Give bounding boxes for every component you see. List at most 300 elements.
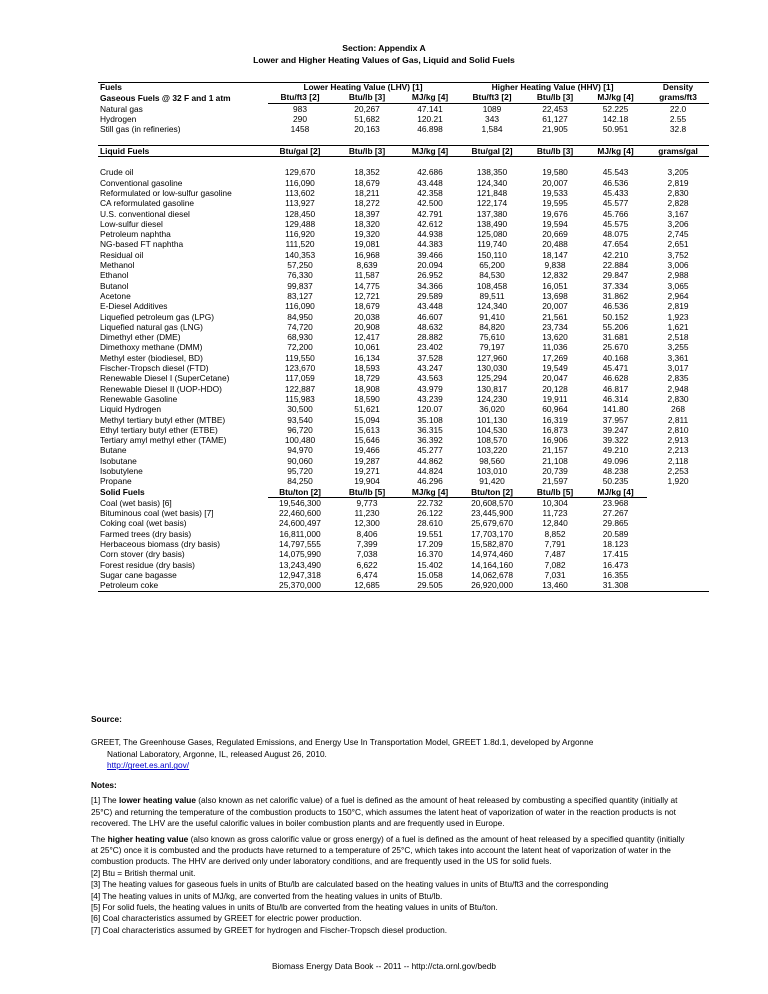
gas-section-label: Gaseous Fuels @ 32 F and 1 atm: [100, 92, 231, 103]
value-cell: 101,130: [476, 414, 508, 425]
gap-cell: [584, 157, 647, 168]
value-cell: 24,600,497: [279, 518, 321, 529]
value-cell: 52.225: [602, 103, 629, 114]
value-cell: 127,960: [476, 352, 508, 363]
value-cell: 2,811: [667, 414, 689, 425]
value-cell: 343: [485, 113, 500, 124]
value-cell: 15.402: [417, 559, 443, 570]
value-cell: 44.862: [417, 455, 443, 466]
value-cell: 130,817: [476, 383, 508, 394]
value-cell: 3,065: [667, 280, 689, 291]
empty-cell: [647, 518, 709, 528]
fuel-name: Liquid Hydrogen: [100, 404, 161, 415]
value-cell: 2,819: [667, 301, 689, 312]
value-cell: 17,269: [542, 352, 568, 363]
empty-cell: [647, 560, 709, 570]
value-cell: 46.314: [602, 393, 629, 404]
value-cell: 1,621: [667, 321, 689, 332]
table-row: [98, 580, 709, 591]
value-cell: 19,580: [542, 167, 568, 178]
value-cell: 16,968: [354, 249, 380, 260]
table-row: [98, 549, 709, 559]
value-cell: 21,905: [542, 124, 568, 135]
value-cell: 19,595: [542, 198, 568, 209]
unit-header: Btu/gal [2]: [268, 145, 332, 156]
fuel-name: Petroleum coke: [98, 580, 268, 591]
value-cell: 43.979: [417, 383, 443, 394]
header-row: [98, 82, 709, 92]
value-cell: 122,887: [284, 383, 316, 394]
value-cell: 3,205: [667, 167, 689, 178]
fuel-name: Butane: [100, 445, 127, 456]
value-cell: 51,682: [354, 113, 380, 124]
table-row: [98, 415, 709, 425]
table-row: [98, 188, 709, 198]
value-cell: 48.632: [417, 321, 443, 332]
fuel-name: Corn stover (dry basis): [100, 549, 185, 560]
fuel-name: Hydrogen: [100, 113, 137, 124]
value-cell: 18,397: [354, 208, 380, 219]
value-cell: 19,466: [354, 445, 380, 456]
table-row: [98, 209, 709, 219]
fuel-name: Conventional gasoline: [100, 177, 183, 188]
value-cell: 44.824: [417, 465, 443, 476]
fuel-name: Coal (wet basis) [6]: [100, 497, 172, 508]
fuel-name: CA reformulated gasoline: [100, 198, 195, 209]
value-cell: 22.732: [417, 497, 443, 508]
value-cell: 26.122: [417, 508, 443, 519]
value-cell: 2,213: [667, 445, 689, 456]
value-cell: 42.791: [417, 208, 443, 219]
value-cell: 91,420: [479, 476, 505, 487]
value-cell: 32.8: [669, 124, 687, 135]
source-section: [91, 714, 691, 772]
value-cell: 49.096: [602, 455, 629, 466]
value-cell: 142.18: [602, 113, 629, 124]
value-cell: 2,988: [667, 270, 689, 281]
value-cell: 34.366: [417, 280, 443, 291]
unit-header: MJ/kg [4]: [402, 487, 458, 498]
value-cell: 2,830: [667, 393, 689, 404]
value-cell: 30,500: [287, 404, 313, 415]
fuel-name: Renewable Gasoline: [100, 393, 178, 404]
value-cell: 42.686: [417, 167, 443, 178]
value-cell: 60,964: [542, 404, 568, 415]
value-cell: 2,810: [667, 424, 689, 435]
value-cell: 47.654: [602, 239, 629, 250]
value-cell: 45.543: [602, 167, 629, 178]
value-cell: 18,679: [354, 301, 380, 312]
value-cell: 7,791: [544, 539, 566, 550]
note-1-term: lower heating value: [118, 795, 196, 806]
value-cell: 108,458: [476, 280, 508, 291]
empty-cell: [647, 539, 709, 549]
table-row: [98, 260, 709, 270]
value-cell: 1,584: [481, 124, 503, 135]
section-label: Section: Appendix A: [342, 43, 426, 53]
value-cell: 7,038: [356, 549, 378, 560]
value-cell: 45.766: [602, 208, 629, 219]
value-cell: 43.239: [417, 393, 443, 404]
unit-header: Btu/ft3 [2]: [458, 92, 526, 103]
value-cell: 19,904: [354, 476, 380, 487]
value-cell: 12,840: [542, 518, 568, 529]
fuel-name: Bituminous coal (wet basis) [7]: [100, 508, 214, 519]
value-cell: 14,797,555: [279, 539, 321, 550]
value-cell: 12,832: [542, 270, 568, 281]
value-cell: 8,639: [356, 260, 378, 271]
unit-header: MJ/kg [4]: [584, 92, 647, 103]
value-cell: 45.433: [602, 187, 629, 198]
value-cell: 75,610: [479, 332, 505, 343]
table-row: [98, 539, 709, 549]
value-cell: 22.884: [602, 260, 629, 271]
value-cell: 25.670: [602, 342, 629, 353]
value-cell: 14,075,990: [279, 549, 321, 560]
value-cell: 2,913: [667, 435, 689, 446]
value-cell: 45.577: [602, 198, 629, 209]
value-cell: 25,370,000: [268, 580, 332, 591]
value-cell: 3,167: [667, 208, 689, 219]
fuel-name: Acetone: [100, 290, 131, 301]
value-cell: 104,530: [476, 424, 508, 435]
value-cell: 7,487: [544, 549, 566, 560]
value-cell: 2,964: [667, 290, 689, 301]
fuel-name: Still gas (in refineries): [100, 124, 181, 135]
value-cell: 46.817: [602, 383, 629, 394]
value-cell: 18,729: [354, 373, 380, 384]
lhv-header: Lower Heating Value (LHV) [1]: [303, 82, 423, 92]
table-row: [98, 103, 709, 114]
value-cell: 90,060: [287, 455, 313, 466]
value-cell: 2,651: [667, 239, 689, 250]
table-row: [98, 476, 709, 486]
value-cell: 13,698: [542, 290, 568, 301]
value-cell: 2,835: [667, 373, 689, 384]
value-cell: 14,775: [354, 280, 380, 291]
value-cell: 1,920: [667, 476, 689, 487]
notes-label: Notes:: [91, 780, 117, 790]
gap-cell: [526, 134, 584, 145]
value-cell: 12,685: [332, 580, 402, 591]
value-cell: 48.238: [602, 465, 629, 476]
value-cell: 116,090: [285, 177, 315, 188]
value-cell: 18,320: [354, 218, 380, 229]
value-cell: 7,082: [544, 559, 566, 570]
value-cell: 120.21: [417, 113, 443, 124]
table-row: [98, 518, 709, 528]
table-row: [98, 570, 709, 580]
value-cell: 124,230: [476, 393, 508, 404]
value-cell: 2,830: [667, 187, 689, 198]
value-cell: 20,047: [542, 373, 568, 384]
fuel-name: NG-based FT naphtha: [100, 239, 184, 250]
value-cell: 16,873: [542, 424, 568, 435]
value-cell: 23.402: [417, 342, 443, 353]
empty-cell: [647, 570, 709, 580]
empty-cell: [647, 580, 709, 591]
table-row: [98, 342, 709, 352]
value-cell: 12,721: [354, 290, 380, 301]
source-link[interactable]: http://greet.es.anl.gov/: [107, 760, 190, 771]
empty-cell: [647, 497, 709, 508]
unit-header: Btu/ft3 [2]: [268, 92, 332, 103]
value-cell: 123,670: [284, 363, 316, 374]
value-cell: 14,164,160: [471, 559, 513, 570]
empty-cell: [647, 529, 709, 539]
value-cell: 11,036: [542, 342, 568, 353]
value-cell: 140,353: [284, 249, 316, 260]
fuel-name: Renewable Diesel I (SuperCetane): [100, 373, 230, 384]
density-header: Density: [662, 82, 694, 92]
table-row: [98, 167, 709, 177]
fuel-name: Herbaceous biomass (dry basis): [100, 539, 221, 550]
value-cell: 31.308: [584, 580, 647, 591]
fuel-name: Methyl ester (biodiesel, BD): [100, 352, 203, 363]
fuel-name: Isobutylene: [100, 465, 143, 476]
value-cell: 12,300: [354, 518, 380, 529]
unit-header: MJ/kg [4]: [584, 145, 647, 156]
value-cell: 19,320: [354, 229, 380, 240]
value-cell: 11,587: [354, 270, 380, 281]
value-cell: 19,533: [542, 187, 568, 198]
value-cell: 119,740: [477, 239, 507, 250]
value-cell: 18,679: [354, 177, 380, 188]
value-cell: 83,127: [287, 290, 313, 301]
solid-units-row: [98, 487, 709, 498]
unit-header: Btu/ton [2]: [458, 487, 526, 498]
table-row: [98, 404, 709, 414]
value-cell: 43.448: [417, 177, 443, 188]
fuel-name: Low-sulfur diesel: [100, 218, 163, 229]
value-cell: 22.0: [669, 103, 687, 114]
value-cell: 27.267: [602, 508, 629, 519]
value-cell: 2,253: [667, 465, 689, 476]
value-cell: 50.152: [602, 311, 629, 322]
value-cell: 18,590: [354, 393, 380, 404]
fuel-name: Reformulated or low-sulfur gasoline: [100, 187, 232, 198]
value-cell: 16,319: [542, 414, 568, 425]
value-cell: 43.448: [417, 301, 443, 312]
value-cell: 42.612: [417, 218, 443, 229]
value-cell: 46.296: [417, 476, 443, 487]
value-cell: 19,911: [542, 393, 568, 404]
value-cell: 22,453: [542, 103, 568, 114]
note-1: [91, 795, 691, 829]
value-cell: 18,211: [354, 187, 380, 198]
table-row: [98, 270, 709, 280]
gap-cell: [584, 134, 647, 145]
value-cell: 125,294: [476, 373, 508, 384]
value-cell: 45.471: [602, 363, 629, 374]
table-row: [98, 394, 709, 404]
note-1-text: (also known as net calorific value) of a fuel is defined as the amount of heat released by combusting a specified quantity (initially at 25°C) and returning the temperature of the combustion products to 150°C, which assumes the latent heat of vaporization of water in the reaction products is not recovered. The LHV are the useful calorific values in boiler combustion plants and are frequently used in Europe.: [91, 795, 678, 829]
value-cell: 3,361: [667, 352, 689, 363]
empty-cell: [647, 508, 709, 518]
heating-values-table: [98, 82, 709, 592]
fuel-name: U.S. conventional diesel: [100, 208, 190, 219]
value-cell: 45.277: [417, 445, 443, 456]
page-title: Lower and Higher Heating Values of Gas, Liquid and Solid Fuels: [253, 55, 515, 65]
value-cell: 68,930: [287, 332, 313, 343]
value-cell: 150,110: [477, 249, 507, 260]
fuel-name: E-Diesel Additives: [100, 301, 168, 312]
value-cell: 39.247: [602, 424, 629, 435]
table-row: [98, 560, 709, 570]
value-cell: 3,017: [667, 363, 689, 374]
value-cell: 9,773: [356, 497, 378, 508]
value-cell: 983: [293, 103, 307, 114]
value-cell: 17.415: [602, 549, 629, 560]
value-cell: 1089: [482, 103, 502, 114]
value-cell: 13,460: [526, 580, 584, 591]
value-cell: 138,490: [476, 218, 508, 229]
value-cell: 100,480: [284, 435, 316, 446]
value-cell: 138,350: [476, 167, 508, 178]
fuel-name: Coking coal (wet basis): [100, 518, 187, 529]
unit-header: Btu/lb [5]: [332, 487, 402, 498]
value-cell: 96,720: [287, 424, 313, 435]
hhv-header: Higher Heating Value (HHV) [1]: [491, 82, 614, 92]
section-gap: [98, 157, 709, 168]
value-cell: 26.952: [417, 270, 443, 281]
value-cell: 15,094: [354, 414, 380, 425]
value-cell: 6,474: [356, 569, 378, 580]
value-cell: 111,520: [285, 239, 315, 250]
value-cell: 36,020: [479, 404, 505, 415]
value-cell: 21,561: [542, 311, 568, 322]
fuel-name: Forest residue (dry basis): [100, 559, 195, 570]
gap-cell: [332, 134, 402, 145]
value-cell: 19,271: [354, 465, 380, 476]
value-cell: 20,007: [542, 177, 568, 188]
source-line-2: National Laboratory, Argonne, IL, released August 26, 2010.: [107, 748, 327, 759]
value-cell: 84,530: [479, 270, 505, 281]
fuel-name: Renewable Diesel II (UOP-HDO): [100, 383, 222, 394]
value-cell: 108,570: [476, 435, 508, 446]
fuel-name: Residual oil: [100, 249, 144, 260]
value-cell: 37.334: [602, 280, 629, 291]
fuel-name: Liquefied petroleum gas (LPG): [100, 311, 215, 322]
value-cell: 11,230: [354, 508, 380, 519]
value-cell: 84,250: [287, 476, 313, 487]
value-cell: 43.563: [417, 373, 443, 384]
table-row: [98, 178, 709, 188]
table-row: [98, 301, 709, 311]
unit-header: MJ/kg [4]: [402, 145, 458, 156]
section-gap: [98, 134, 709, 145]
table-row: [98, 229, 709, 239]
value-cell: 116,090: [285, 301, 315, 312]
table-row: [98, 312, 709, 322]
value-cell: 15,582,870: [471, 539, 513, 550]
value-cell: 19.551: [417, 528, 443, 539]
value-cell: 17.209: [417, 539, 443, 550]
value-cell: 290: [293, 113, 307, 124]
value-cell: 14,974,460: [471, 549, 513, 560]
notes-section: [91, 780, 691, 936]
value-cell: 268: [671, 404, 686, 415]
value-cell: 1,923: [667, 311, 689, 322]
note-hhv-term: higher heating value: [107, 833, 189, 844]
value-cell: 2,948: [667, 383, 689, 394]
liquid-units-row: [98, 145, 709, 156]
unit-header: Btu/lb [3]: [526, 92, 584, 103]
value-cell: 119,550: [285, 352, 315, 363]
value-cell: 103,220: [476, 445, 508, 456]
fuel-name: Propane: [100, 476, 132, 487]
fuel-name: Natural gas: [100, 103, 143, 114]
value-cell: 16.473: [602, 559, 629, 570]
note-6: [6] Coal characteristics assumed by GREET for electric power production.: [91, 913, 362, 924]
gap-cell: [98, 134, 268, 145]
value-cell: 37.957: [602, 414, 629, 425]
fuel-name: Petroleum naphtha: [100, 229, 171, 240]
value-cell: 99,837: [287, 280, 313, 291]
gap-cell: [268, 134, 332, 145]
value-cell: 29.505: [402, 580, 458, 591]
fuel-name: Butanol: [100, 280, 129, 291]
table-row: [98, 322, 709, 332]
value-cell: 122,174: [476, 198, 508, 209]
value-cell: 93,540: [287, 414, 313, 425]
value-cell: 15.058: [417, 569, 443, 580]
value-cell: 21,157: [542, 445, 568, 456]
value-cell: 2.55: [669, 113, 687, 124]
value-cell: 47.141: [417, 103, 443, 114]
value-cell: 61,127: [542, 113, 568, 124]
value-cell: 18,272: [354, 198, 380, 209]
fuel-name: Crude oil: [100, 167, 134, 178]
table-row: [98, 435, 709, 445]
value-cell: 19,287: [354, 455, 380, 466]
gap-cell: [458, 157, 526, 168]
value-cell: 2,518: [667, 332, 689, 343]
value-cell: 21,108: [542, 455, 568, 466]
value-cell: 2,828: [667, 198, 689, 209]
unit-header: Btu/gal [2]: [458, 145, 526, 156]
value-cell: 72,200: [287, 342, 313, 353]
value-cell: 8,852: [544, 528, 566, 539]
value-cell: 50.235: [602, 476, 629, 487]
value-cell: 49.210: [602, 445, 629, 456]
gap-cell: [268, 157, 332, 168]
gap-cell: [402, 157, 458, 168]
source-line-1: GREET, The Greenhouse Gases, Regulated Emissions, and Energy Use In Transportation Model, GREET 1.8d.1, developed by Argonne: [91, 737, 594, 748]
table-row: [98, 198, 709, 208]
table-row: [98, 373, 709, 383]
fuel-name: Fischer-Tropsch diesel (FTD): [100, 363, 209, 374]
value-cell: 129,488: [284, 218, 316, 229]
value-cell: 16.355: [602, 569, 629, 580]
table-row: [98, 529, 709, 539]
table-row: [98, 425, 709, 435]
value-cell: 17,703,170: [471, 528, 513, 539]
value-cell: 18.123: [602, 539, 629, 550]
value-cell: 42.358: [417, 187, 443, 198]
value-cell: 28.610: [417, 518, 443, 529]
fuel-name: Dimethoxy methane (DMM): [100, 342, 203, 353]
value-cell: 15,613: [354, 424, 380, 435]
gap-cell: [647, 134, 709, 145]
note-3: [3] The heating values for gaseous fuels in units of Btu/lb are calculated based on the heating values in units of Btu/ft3 and the corresponding: [91, 879, 609, 890]
value-cell: 25,679,670: [471, 518, 513, 529]
value-cell: 141.80: [602, 404, 629, 415]
value-cell: 16,906: [542, 435, 568, 446]
value-cell: 2,819: [667, 177, 689, 188]
value-cell: 115,983: [285, 393, 315, 404]
value-cell: 46.628: [602, 373, 629, 384]
